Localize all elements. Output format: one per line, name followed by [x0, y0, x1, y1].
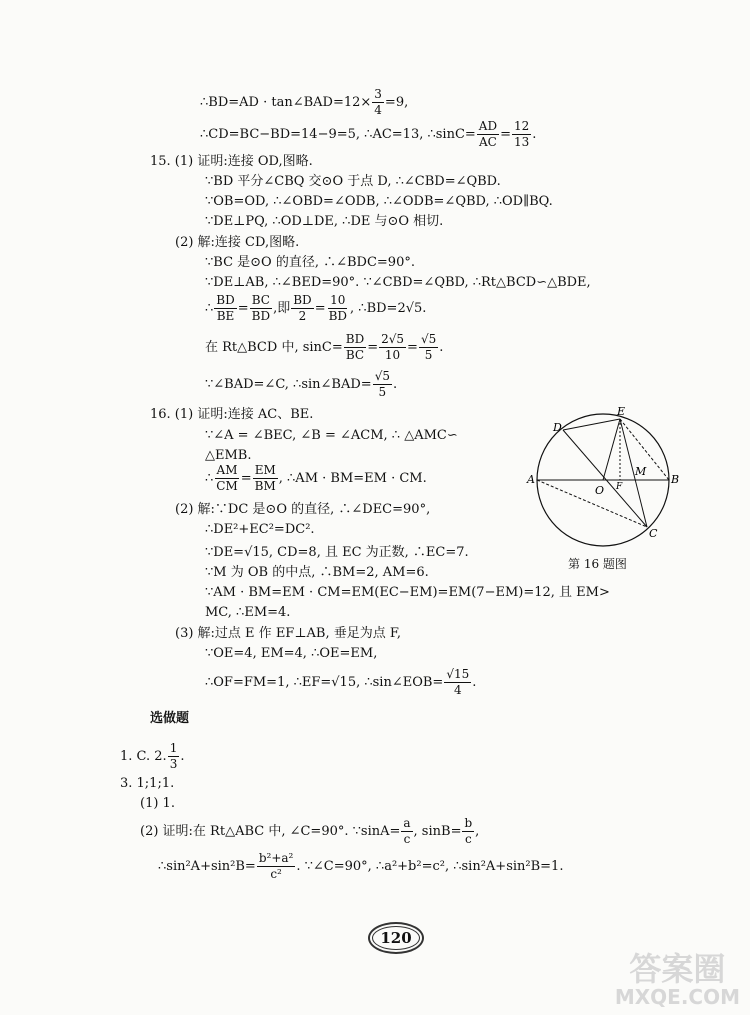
label-b: B [671, 473, 680, 486]
q15-line1: 15. (1) 证明:连接 OD,图略. [150, 154, 313, 169]
q16-line11: (3) 解:过点 E 作 EF⊥AB, 垂足为点 F, [175, 626, 402, 641]
page-number-text: 120 [380, 929, 412, 947]
den: BE [216, 309, 235, 323]
text: . [392, 377, 398, 392]
q16-line6: ∴DE²+EC²=DC². [205, 522, 315, 537]
line-cd [200, 120, 536, 149]
den: BM [254, 479, 276, 493]
segment-eo [603, 419, 620, 480]
num: BD [293, 293, 312, 307]
label-d: D [553, 421, 562, 434]
fraction [327, 294, 349, 323]
num: BD [345, 332, 365, 346]
fraction [373, 370, 392, 399]
text: , sinB= [413, 824, 462, 839]
q16-line13 [205, 668, 476, 697]
opt-line5 [158, 852, 563, 881]
q15-line5: (2) 解:连接 CD,图略. [175, 235, 300, 250]
text: . [532, 127, 537, 142]
q16-line5: (2) 解:∵DC 是⊙O 的直径, ∴∠DEC=90°, [175, 502, 431, 517]
q16-line2: ∵∠A = ∠BEC, ∠B = ∠ACM, ∴ △AMC∽ [205, 428, 458, 443]
fraction [477, 120, 499, 149]
segment-ac [537, 480, 647, 527]
text: ∴CD=BC−BD=14−9=5, ∴AC=13, ∴sinC= [200, 127, 476, 142]
text: , [475, 824, 480, 839]
den: 4 [453, 683, 462, 697]
section-heading: 选做题 [150, 711, 190, 726]
fraction [257, 852, 296, 881]
fraction [462, 817, 474, 846]
den: 2 [298, 309, 307, 323]
fraction [419, 333, 438, 362]
figure-caption: 第 16 题图 [568, 557, 627, 571]
q16-line10: MC, ∴EM=4. [205, 605, 291, 620]
num: 1 [169, 741, 178, 755]
page-number [368, 922, 424, 954]
q15-line9 [205, 333, 443, 362]
num: AD [478, 119, 498, 133]
q15-line4: ∵DE⊥PQ, ∴OD⊥DE, ∴DE 与⊙O 相切. [205, 214, 444, 229]
q15-line8 [205, 294, 426, 323]
num: √5 [374, 369, 390, 383]
num: EM [254, 463, 276, 477]
text: ,即 [273, 301, 291, 316]
line-bd [200, 88, 408, 117]
label-c: C [649, 527, 658, 540]
text: ∴sin²A+sin²B= [158, 859, 256, 874]
den: BD [251, 309, 271, 323]
q16-line3: △EMB. [205, 448, 252, 463]
q16-line4 [205, 464, 427, 493]
den: 13 [514, 135, 530, 149]
num: a [403, 816, 411, 830]
watermark [614, 950, 740, 1009]
q15-line3: ∵OB=OD, ∴∠OBD=∠ODB, ∴∠ODB=∠QBD, ∴OD∥BQ. [205, 194, 553, 209]
watermark-title: 答案圈 [629, 950, 726, 988]
den: BD [328, 309, 348, 323]
fraction [253, 464, 278, 493]
num: 12 [514, 119, 530, 133]
opt-line3: (1) 1. [140, 796, 175, 811]
q16-line9: ∵AM · BM=EM · CM=EM(EC−EM)=EM(7−EM)=12, 且 EM> [205, 585, 610, 600]
opt-line4 [140, 817, 479, 846]
q15-line6: ∵BC 是⊙O 的直径, ∴∠BDC=90°. [205, 255, 415, 270]
label-e: E [617, 405, 626, 418]
num: b²+a² [258, 851, 294, 865]
fraction [512, 120, 531, 149]
den: c² [270, 867, 282, 881]
text: 在 Rt△BCD 中, sinC= [205, 340, 343, 355]
opt-line2: 3. 1;1;1. [120, 776, 175, 791]
q15-line7: ∵DE⊥AB, ∴∠BED=90°. ∵∠CBD=∠QBD, ∴Rt△BCD∽△BDE, [205, 275, 591, 290]
num: 3 [374, 87, 382, 101]
num: 2√5 [381, 332, 405, 346]
text: = [237, 301, 249, 316]
text: , ∴AM · BM=EM · CM. [278, 471, 427, 486]
fraction [214, 294, 236, 323]
text: , ∴BD=2√5. [350, 301, 427, 316]
text: = [500, 127, 511, 142]
watermark-site: MXQE.COM [614, 985, 740, 1009]
fraction [291, 294, 313, 323]
label-f: F [616, 482, 623, 492]
num: AM [216, 463, 238, 477]
den: AC [479, 135, 497, 149]
text: =9, [384, 95, 409, 110]
den: 3 [169, 757, 178, 771]
fraction [214, 464, 239, 493]
num: BC [251, 293, 270, 307]
num: 10 [330, 293, 346, 307]
text: = [314, 301, 326, 316]
q15-line10 [205, 370, 397, 399]
den: BC [345, 348, 365, 362]
fraction [379, 333, 406, 362]
text: = [407, 340, 418, 355]
q16-line7: ∵DE=√15, CD=8, 且 EC 为正数, ∴EC=7. [205, 545, 469, 560]
den: 10 [384, 348, 401, 362]
text: 1. C. 2. [120, 749, 167, 764]
label-m: M [635, 465, 647, 478]
text: . ∵∠C=90°, ∴a²+b²=c², ∴sin²A+sin²B=1. [296, 859, 564, 874]
den: CM [216, 479, 238, 493]
q16-line1: 16. (1) 证明:连接 AC、BE. [150, 407, 314, 422]
fraction [401, 817, 412, 846]
text: ∵∠BAD=∠C, ∴sin∠BAD= [205, 377, 372, 392]
text: = [367, 340, 379, 355]
fraction [344, 333, 366, 362]
text: = [240, 471, 252, 486]
text: . [180, 749, 185, 764]
fraction [444, 668, 471, 697]
segment-de [563, 419, 620, 430]
den: 5 [378, 385, 387, 399]
text: ∴OF=FM=1, ∴EF=√15, ∴sin∠EOB= [205, 675, 444, 690]
num: b [464, 816, 473, 830]
den: 5 [424, 348, 433, 362]
figure-16-diagram [525, 405, 685, 555]
q16-line8: ∵M 为 OB 的中点, ∴BM=2, AM=6. [205, 565, 429, 580]
label-a: A [527, 473, 535, 486]
text: ∴ [205, 301, 214, 316]
opt-line1 [120, 742, 184, 771]
den: c [403, 832, 411, 846]
num: BD [216, 293, 235, 307]
text: . [472, 675, 477, 690]
fraction [250, 294, 272, 323]
text: . [439, 340, 444, 355]
label-o: O [595, 484, 605, 497]
fraction [372, 88, 384, 117]
q15-line2: ∵BD 平分∠CBQ 交⊙O 于点 D, ∴∠CBD=∠QBD. [205, 174, 501, 189]
num: √5 [420, 332, 437, 346]
fraction [168, 742, 180, 771]
text: ∴ [205, 471, 214, 486]
den: 4 [374, 103, 382, 117]
q16-line12: ∵OE=4, EM=4, ∴OE=EM, [205, 646, 378, 661]
text: (2) 证明:在 Rt△ABC 中, ∠C=90°. ∵sinA= [140, 824, 401, 839]
den: c [464, 832, 472, 846]
num: √15 [446, 667, 470, 681]
text: ∴BD=AD · tan∠BAD=12× [200, 95, 372, 110]
